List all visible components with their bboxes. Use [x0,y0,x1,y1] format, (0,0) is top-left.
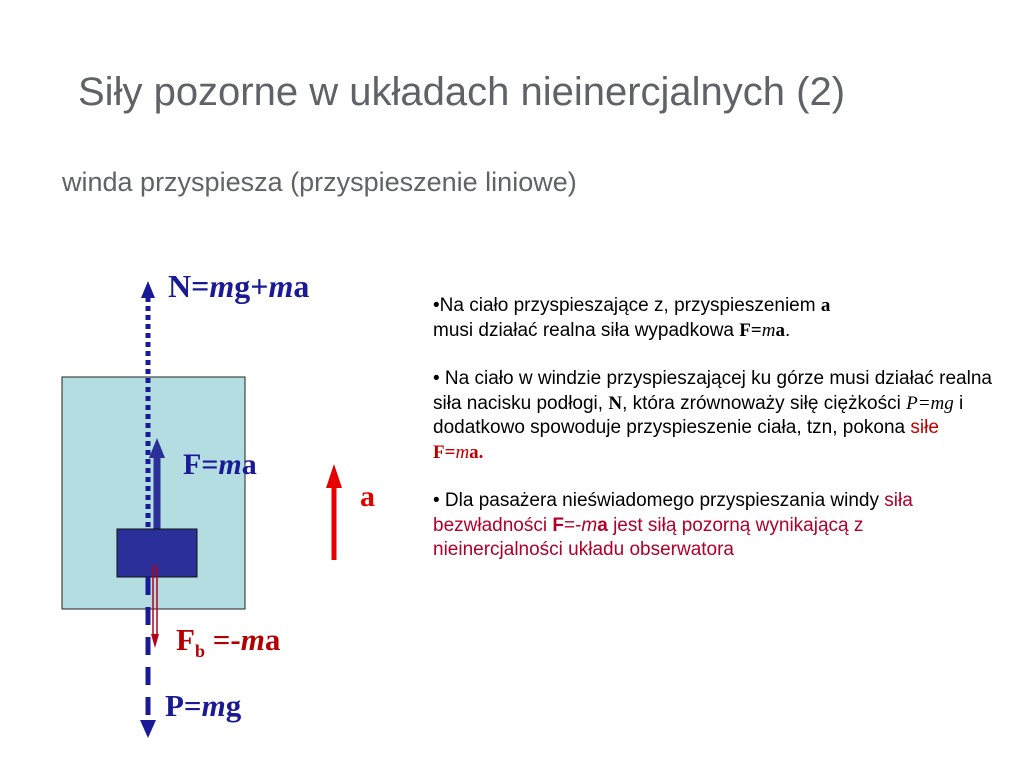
paragraph-2: • Na ciało w windzie przyspieszającej ku górze musi działać realna siła nacisku podłogi, N, która zrównoważy siłę ciężkości P=mg i dodatkowo spowoduje przyspieszenie ciała, tzn, pokona siłe F=ma. [433,368,992,463]
paragraph-3: • Dla pasażera nieświadomego przyspieszania windy siła bezwładności F=-ma jest siłą pozorną wynikającą z nieinercjalności układu obserwatora [433,490,913,560]
weight-arrowhead [140,720,156,738]
label-net-force: F=ma [183,448,257,481]
explanation-text [433,294,993,587]
slide-subtitle: winda przyspiesza (przyspieszenie liniowe) [62,167,577,197]
paragraph-1: •Na ciało przyspieszające z, przyspieszeniem a musi działać realna siła wypadkowa F=ma. [433,295,831,341]
label-weight: P=mg [165,688,242,723]
acceleration-arrowhead [326,464,342,488]
label-normal-force: N=mg+ma [168,268,310,304]
inertial-force-arrowhead [151,634,159,648]
label-acceleration: a [360,480,375,513]
slide-title: Siły pozorne w układach nieinercjalnych (2) [78,70,846,114]
normal-force-arrowhead [141,281,155,298]
label-inertial-force: $F_b =-ma$ [176,622,281,662]
